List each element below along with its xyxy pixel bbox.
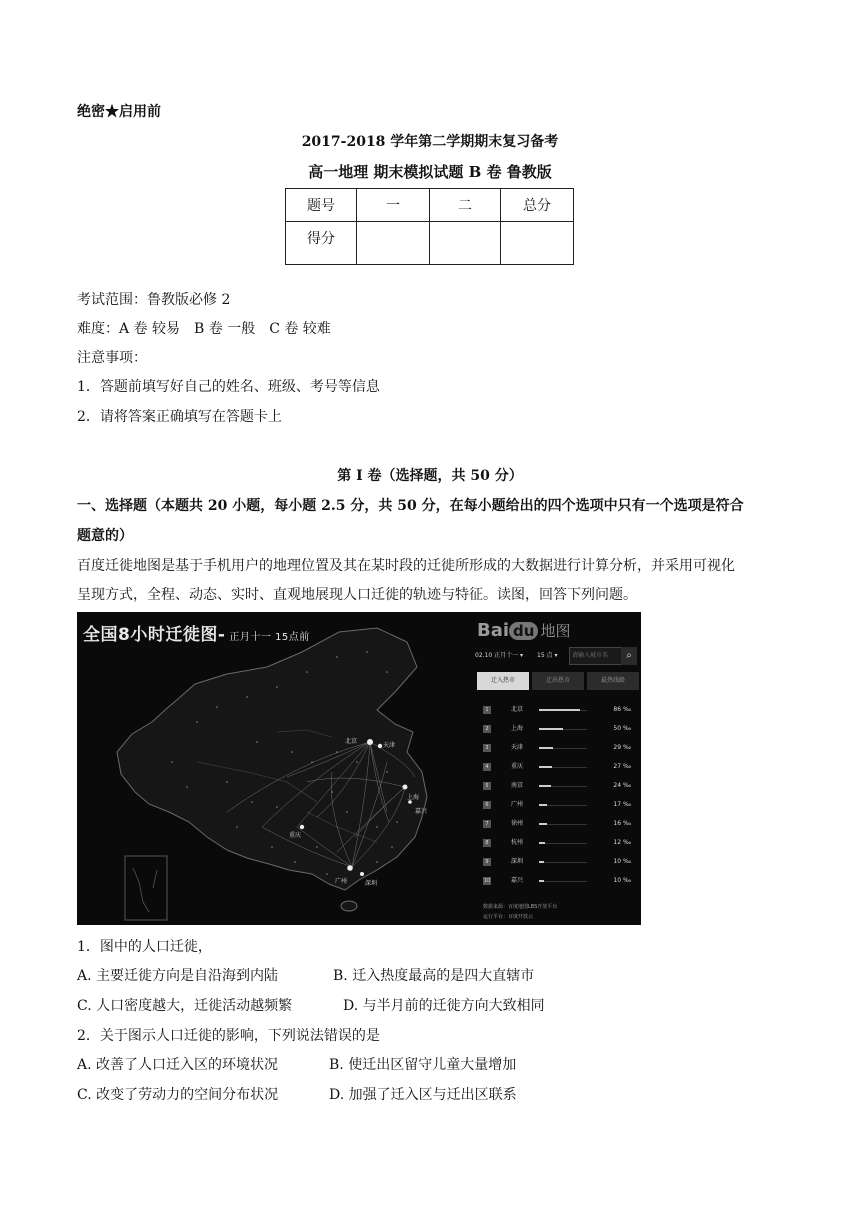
data-source-line: 数据来源：百度地图LBS开放平台 bbox=[483, 904, 558, 910]
rank-value: 50 ‰ bbox=[613, 725, 631, 732]
rank-value: 27 ‰ bbox=[613, 763, 631, 770]
rank-bar bbox=[539, 880, 544, 882]
rank-value: 10 ‰ bbox=[613, 877, 631, 884]
rank-bar bbox=[539, 861, 544, 863]
score-header-cell: 二 bbox=[430, 189, 501, 222]
paper-title: 高一地理 期末模拟试题 B 卷 鲁教版 bbox=[308, 163, 552, 181]
q2-option-b[interactable]: B. 使迁出区留守儿童大量增加 bbox=[329, 1057, 517, 1073]
rank-city: 北京 bbox=[511, 706, 524, 713]
china-outline bbox=[117, 628, 427, 890]
rank-value: 16 ‰ bbox=[613, 820, 631, 827]
rank-bar bbox=[539, 785, 551, 787]
rank-city: 徐州 bbox=[511, 820, 524, 827]
rank-bar-track bbox=[539, 767, 587, 768]
q2-option-d[interactable]: D. 加强了迁入区与迁出区联系 bbox=[329, 1087, 517, 1103]
ranking-tabs bbox=[475, 672, 639, 690]
rank-city: 重庆 bbox=[511, 763, 524, 770]
ranking-row[interactable] bbox=[475, 721, 639, 739]
score-cell[interactable] bbox=[501, 222, 574, 265]
intro-line-1: 百度迁徙地图是基于手机用户的地理位置及其在某时段的迁徙所形成的大数据进行计算分析，并采用可视化 bbox=[77, 558, 735, 574]
beijing-dot bbox=[367, 739, 373, 745]
rank-value: 12 ‰ bbox=[613, 839, 631, 846]
q1-option-a[interactable]: A. 主要迁徙方向是自沿海到内陆 bbox=[77, 968, 279, 984]
ranking-row[interactable] bbox=[475, 854, 639, 872]
ranking-row[interactable] bbox=[475, 816, 639, 834]
chongqing-dot bbox=[300, 825, 304, 829]
search-button[interactable] bbox=[621, 647, 637, 665]
score-table-score-row bbox=[286, 222, 574, 265]
map-label-guangzhou: 广州 bbox=[335, 878, 348, 885]
score-cell[interactable] bbox=[357, 222, 430, 265]
rank-bar bbox=[539, 804, 547, 806]
rank-number: 6 bbox=[483, 801, 491, 809]
rank-value: 86 ‰ bbox=[613, 706, 631, 713]
rank-bar-track bbox=[539, 843, 587, 844]
rank-bar-track bbox=[539, 710, 587, 711]
rank-city: 杭州 bbox=[511, 839, 524, 846]
hour-select-value: 15 点 bbox=[537, 652, 553, 659]
rank-city: 南京 bbox=[511, 782, 524, 789]
rank-city: 天津 bbox=[511, 744, 524, 751]
q2-option-a[interactable]: A. 改善了人口迁入区的环境状况 bbox=[77, 1057, 279, 1073]
ranking-row[interactable] bbox=[475, 778, 639, 796]
migration-map-figure bbox=[77, 612, 641, 925]
ranking-row[interactable] bbox=[475, 835, 639, 853]
tab-outflow-hot[interactable]: 迁出热市 bbox=[532, 672, 584, 690]
rank-bar bbox=[539, 823, 547, 825]
rank-bar-track bbox=[539, 805, 587, 806]
rank-city: 深圳 bbox=[511, 858, 524, 865]
figure-title-main: 全国8小时迁徙图- bbox=[83, 625, 226, 645]
intro-line-2: 呈现方式，全程、动态、实时、直观地展现人口迁徙的轨迹与特征。读图，回答下列问题。 bbox=[77, 587, 637, 603]
notice-item-1: 1．答题前填写好自己的姓名、班级、考号等信息 bbox=[77, 379, 380, 395]
exam-period-title: 2017-2018 学年第二学期期末复习备考 bbox=[301, 134, 559, 150]
shenzhen-dot bbox=[360, 872, 364, 876]
q1-option-d[interactable]: D. 与半月前的迁徙方向大致相同 bbox=[343, 998, 545, 1014]
rank-number: 10 bbox=[483, 878, 491, 884]
rank-number: 7 bbox=[483, 820, 491, 828]
tab-inflow-hot[interactable]: 迁入热市 bbox=[477, 672, 529, 690]
rank-number: 4 bbox=[483, 763, 491, 771]
ranking-row[interactable] bbox=[475, 759, 639, 777]
city-search-input[interactable]: 请输入城市名 bbox=[569, 647, 623, 665]
rank-bar bbox=[539, 842, 545, 844]
section-instructions-line1: 一、选择题（本题共 20 小题，每小题 2.5 分，共 50 分，在每小题给出的四个选项中只有一个选项是符合 bbox=[77, 498, 744, 514]
date-select[interactable]: 02.10 正月十一 ▾ bbox=[475, 652, 524, 659]
map-label-tianjin: 天津 bbox=[383, 742, 396, 749]
date-select-value: 02.10 正月十一 bbox=[475, 652, 519, 659]
brand-map: 地图 bbox=[540, 622, 571, 640]
exam-scope: 考试范围：鲁教版必修 2 bbox=[77, 292, 231, 308]
q1-option-b[interactable]: B. 迁入热度最高的是四大直辖市 bbox=[333, 968, 535, 984]
ranking-row[interactable] bbox=[475, 702, 639, 720]
score-table bbox=[285, 188, 574, 265]
tianjin-dot bbox=[378, 744, 382, 748]
rank-number: 9 bbox=[483, 858, 491, 866]
rank-bar bbox=[539, 709, 580, 711]
q1-stem: 1．图中的人口迁徙， bbox=[77, 939, 212, 955]
rank-number: 1 bbox=[483, 706, 491, 714]
section-title: 第 I 卷（选择题，共 50 分） bbox=[337, 468, 523, 484]
hour-select[interactable]: 15 点 ▾ bbox=[537, 652, 558, 659]
rank-city: 广州 bbox=[511, 801, 524, 808]
rank-bar-track bbox=[539, 729, 587, 730]
rank-bar-track bbox=[539, 881, 587, 882]
search-icon: ⌕ bbox=[626, 650, 632, 661]
rank-value: 29 ‰ bbox=[613, 744, 631, 751]
rank-value: 10 ‰ bbox=[613, 858, 631, 865]
rank-bar bbox=[539, 766, 552, 768]
rank-bar-track bbox=[539, 862, 587, 863]
score-header-cell: 一 bbox=[357, 189, 430, 222]
rank-number: 5 bbox=[483, 782, 491, 790]
score-header-cell: 题号 bbox=[286, 189, 357, 222]
map-label-beijing: 北京 bbox=[345, 738, 358, 745]
rank-bar bbox=[539, 728, 563, 730]
brand-bai: Bai bbox=[477, 620, 510, 641]
shanghai-dot bbox=[403, 785, 408, 790]
difficulty-line: 难度：A 卷 较易 B 卷 一般 C 卷 较难 bbox=[77, 321, 331, 337]
figure-title bbox=[83, 620, 310, 645]
rank-bar-track bbox=[539, 824, 587, 825]
rank-number: 2 bbox=[483, 725, 491, 733]
q2-option-c[interactable]: C. 改变了劳动力的空间分布状况 bbox=[77, 1087, 279, 1103]
baidu-map-logo bbox=[477, 620, 570, 641]
rank-value: 17 ‰ bbox=[613, 801, 631, 808]
ranking-row[interactable] bbox=[475, 740, 639, 758]
map-label-shanghai: 上海 bbox=[407, 794, 420, 801]
guangzhou-dot bbox=[347, 865, 353, 871]
notice-item-2: 2．请将答案正确填写在答题卡上 bbox=[77, 409, 282, 425]
rank-bar-track bbox=[539, 786, 587, 787]
rank-bar bbox=[539, 747, 553, 749]
notice-title: 注意事项： bbox=[77, 350, 147, 366]
rank-number: 3 bbox=[483, 744, 491, 752]
map-label-chongqing: 重庆 bbox=[289, 832, 302, 839]
rank-city: 嘉兴 bbox=[511, 877, 524, 884]
ranking-row[interactable] bbox=[475, 797, 639, 815]
secret-label: 绝密★启用前 bbox=[77, 104, 161, 120]
score-header-cell: 总分 bbox=[501, 189, 574, 222]
q2-stem: 2．关于图示人口迁徙的影响，下列说法错误的是 bbox=[77, 1028, 380, 1044]
figure-title-sub: 正月十一 15点前 bbox=[229, 632, 310, 643]
tab-hottest-routes[interactable]: 最热线路 bbox=[587, 672, 639, 690]
map-label-jiaxing: 嘉兴 bbox=[415, 808, 428, 815]
rank-value: 24 ‰ bbox=[613, 782, 631, 789]
q1-option-c[interactable]: C. 人口密度越大，迁徙活动越频繁 bbox=[77, 998, 293, 1014]
section-instructions-line2: 题意的） bbox=[77, 528, 133, 544]
brand-du: du bbox=[509, 622, 538, 640]
ranking-row[interactable] bbox=[475, 873, 639, 891]
platform-line: 运行平台：百度开放云 bbox=[483, 914, 534, 920]
rank-bar-track bbox=[539, 748, 587, 749]
rank-city: 上海 bbox=[511, 725, 524, 732]
map-label-shenzhen: 深圳 bbox=[365, 880, 378, 887]
score-table-header-row bbox=[286, 189, 574, 222]
ranking-panel bbox=[475, 646, 639, 923]
rank-number: 8 bbox=[483, 839, 491, 847]
score-cell[interactable] bbox=[430, 222, 501, 265]
score-row-label: 得分 bbox=[286, 222, 357, 265]
